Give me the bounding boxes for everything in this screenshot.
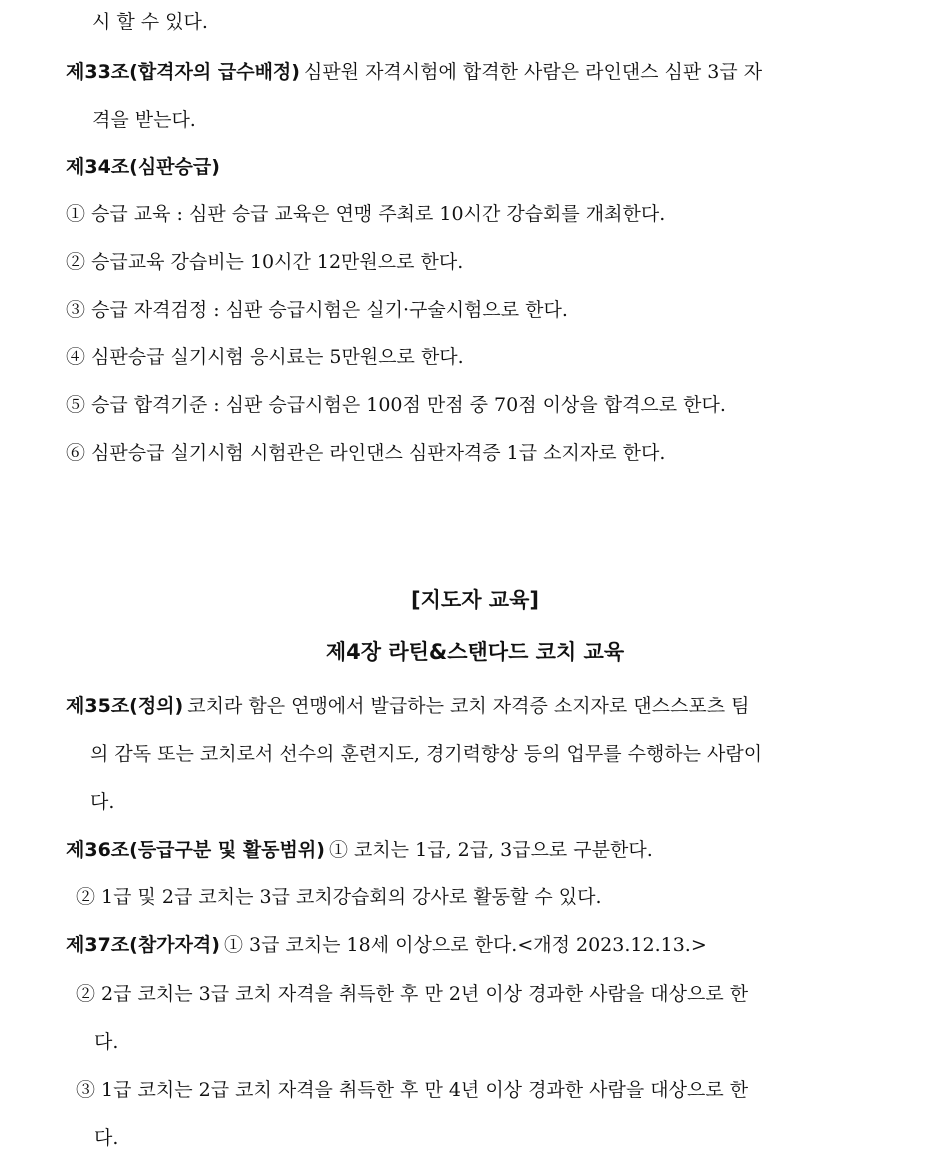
article-37-text: ① 3급 코치는 18세 이상으로 한다.<개정 2023.12.13.> (223, 934, 707, 956)
article-36-item-2: ② 1급 및 2급 코치는 3급 코치강습회의 강사로 활동할 수 있다. (76, 886, 602, 908)
article-37-item-2: ② 2급 코치는 3급 코치 자격을 취득한 후 만 2년 이상 경과한 사람을 대상으로 한 (76, 983, 749, 1005)
article-34-item-3: ③ 승급 자격검정 : 심판 승급시험은 실기·구술시험으로 한다. (66, 299, 568, 321)
article-35-continuation-2: 다. (90, 791, 115, 813)
article-33-text: 심판원 자격시험에 합격한 사람은 라인댄스 심판 3급 자 (303, 61, 763, 83)
article-37-heading: 제37조(참가자격) (66, 934, 220, 956)
article-35-text: 코치라 함은 연맹에서 발급하는 코치 자격증 소지자로 댄스스포츠 팀 (187, 695, 750, 717)
article-37-item-3-continuation: 다. (94, 1127, 119, 1149)
article-33-heading: 제33조(합격자의 급수배정) (66, 61, 300, 83)
article-35 (66, 692, 749, 720)
article-34-item-1: ① 승급 교육 : 심판 승급 교육은 연맹 주최로 10시간 강습회를 개최한다. (66, 203, 666, 225)
article-37-item-3: ③ 1급 코치는 2급 코치 자격을 취득한 후 만 4년 이상 경과한 사람을 대상으로 한 (76, 1079, 749, 1101)
article-37 (66, 931, 707, 959)
continued-line: 시 할 수 있다. (92, 11, 208, 33)
article-33 (66, 58, 762, 86)
article-34-heading: 제34조(심판승급) (66, 156, 220, 178)
article-35-heading: 제35조(정의) (66, 695, 184, 717)
chapter-title: 제4장 라틴&스탠다드 코치 교육 (325, 640, 625, 664)
article-34-item-2: ② 승급교육 강습비는 10시간 12만원으로 한다. (66, 251, 464, 273)
article-37-item-2-continuation: 다. (94, 1031, 119, 1053)
article-36-heading: 제36조(등급구분 및 활동범위) (66, 839, 325, 861)
article-36-text: ① 코치는 1급, 2급, 3급으로 구분한다. (328, 839, 653, 861)
article-36 (66, 836, 653, 864)
article-35-continuation-1: 의 감독 또는 코치로서 선수의 훈련지도, 경기력향상 등의 업무를 수행하는 사람이 (90, 743, 763, 765)
section-title: [지도자 교육] (411, 588, 539, 612)
article-34-item-6: ⑥ 심판승급 실기시험 시험관은 라인댄스 심판자격증 1급 소지자로 한다. (66, 442, 666, 464)
article-33-continuation: 격을 받는다. (92, 109, 196, 131)
article-34-item-5: ⑤ 승급 합격기준 : 심판 승급시험은 100점 만점 중 70점 이상을 합격으로 한다. (66, 394, 726, 416)
article-34-item-4: ④ 심판승급 실기시험 응시료는 5만원으로 한다. (66, 346, 464, 368)
